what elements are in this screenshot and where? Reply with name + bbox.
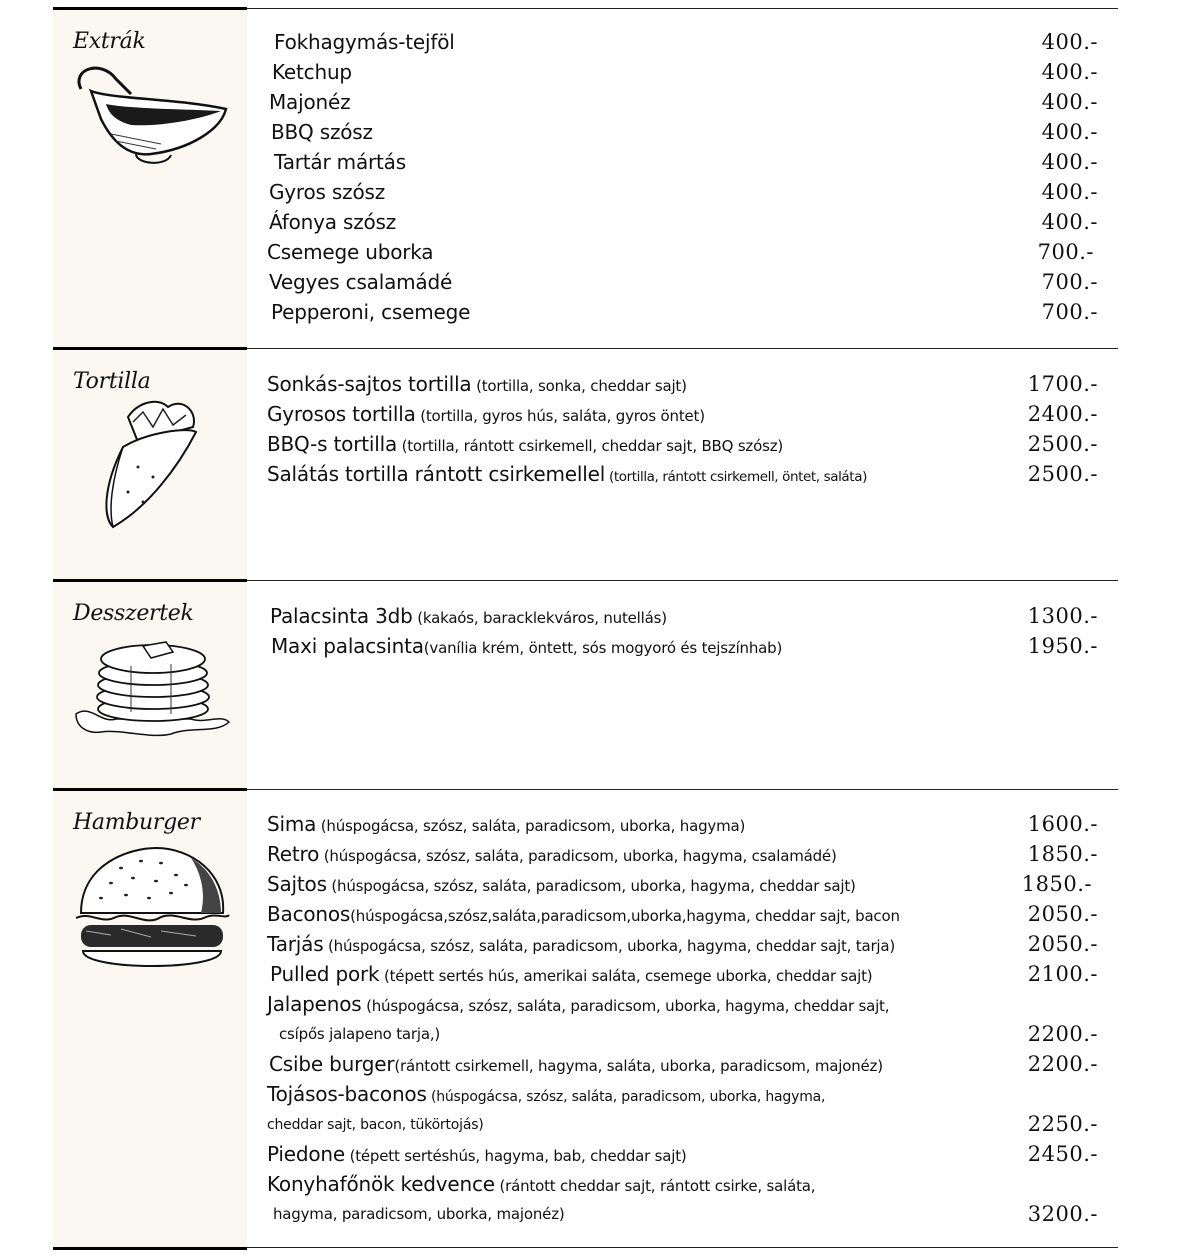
item-name: Fokhagymás-tejföl: [274, 30, 455, 54]
divider: [53, 1247, 247, 1250]
item-price: 2050.-: [1027, 902, 1098, 926]
item-name: Csibe burger: [269, 1052, 395, 1076]
item-description: (húspogácsa, szósz, saláta, paradicsom, uborka, hagyma): [316, 817, 746, 835]
menu-item: [267, 869, 1098, 899]
section-extrak: [53, 7, 1118, 347]
category-title: Hamburger: [73, 810, 200, 835]
item-description: hagyma, paradicsom, uborka, majonéz): [273, 1205, 565, 1223]
divider: [247, 1247, 1118, 1248]
item-price: 400.-: [1041, 30, 1098, 54]
menu-item-continuation: [267, 1199, 1098, 1229]
item-price: 1850.-: [1021, 872, 1092, 896]
category-title: Desszertek: [73, 601, 194, 626]
item-price: 400.-: [1041, 180, 1098, 204]
menu-item: [267, 631, 1098, 661]
menu-item: [267, 27, 1098, 57]
item-price: 2500.-: [1027, 432, 1098, 456]
item-description: (tépett sertéshús, hagyma, bab, cheddar sajt): [345, 1147, 687, 1165]
menu-item: [267, 459, 1098, 489]
menu-item: [267, 1079, 1098, 1109]
item-description: (rántott csirkemell, hagyma, saláta, uborka, paradicsom, majonéz): [394, 1057, 883, 1075]
menu-item-continuation: [267, 1109, 1098, 1139]
menu-item: [267, 147, 1098, 177]
item-name: Ketchup: [272, 60, 352, 84]
item-name: Sonkás-sajtos tortilla: [267, 372, 472, 396]
item-price: 700.-: [1041, 300, 1098, 324]
item-price: 400.-: [1041, 210, 1098, 234]
item-name: Tojásos-baconos: [267, 1082, 427, 1106]
item-list: [267, 27, 1098, 327]
pancake-stack-icon: [71, 634, 231, 748]
item-description: (húspogácsa,szósz,saláta,paradicsom,uborka,hagyma, cheddar sajt, bacon: [350, 907, 900, 925]
item-description: (tortilla, sonka, cheddar sajt): [471, 377, 687, 395]
menu-item: [267, 117, 1098, 147]
menu-item: [267, 839, 1098, 869]
item-list: [267, 809, 1098, 1229]
item-name: Tarjás: [267, 932, 324, 956]
item-price: 1950.-: [1027, 634, 1098, 658]
hamburger-icon: [71, 843, 231, 982]
divider: [247, 8, 1118, 9]
item-name: Palacsinta 3db: [270, 604, 413, 628]
item-description: (húspogácsa, szósz, saláta, paradicsom, uborka, hagyma,: [426, 1089, 826, 1105]
item-name: Áfonya szósz: [269, 210, 397, 234]
menu-item: [267, 57, 1098, 87]
item-price: 2050.-: [1027, 932, 1098, 956]
item-name: Pepperoni, csemege: [271, 300, 471, 324]
section-tortilla: [53, 347, 1118, 579]
divider: [53, 347, 247, 350]
menu-item: [267, 267, 1098, 297]
divider: [247, 348, 1118, 349]
sauce-boat-icon: [71, 59, 231, 173]
item-price: 2450.-: [1027, 1142, 1098, 1166]
item-name: Csemege uborka: [267, 240, 434, 264]
item-name: Baconos: [267, 902, 351, 926]
item-description: (tortilla, rántott csirkemell, öntet, saláta): [605, 469, 867, 485]
item-name: Retro: [267, 842, 320, 866]
item-description: (tortilla, gyros hús, saláta, gyros öntet): [415, 407, 705, 425]
menu-item: [267, 369, 1098, 399]
item-price: 1300.-: [1027, 604, 1098, 628]
divider: [247, 789, 1118, 790]
menu-item: [267, 1139, 1098, 1169]
item-price: 700.-: [1037, 240, 1094, 264]
divider: [53, 7, 247, 10]
menu-item: [267, 989, 1098, 1019]
item-description: cheddar sajt, bacon, tükörtojás): [267, 1117, 484, 1133]
menu-item: [267, 297, 1098, 327]
item-name: Majonéz: [269, 90, 351, 114]
item-list: [267, 369, 1098, 489]
item-description: (húspogácsa, szósz, saláta, paradicsom, uborka, hagyma, cheddar sajt): [326, 877, 856, 895]
item-price: 400.-: [1041, 150, 1098, 174]
divider: [53, 579, 247, 582]
divider: [53, 788, 247, 791]
item-name: Jalapenos: [267, 992, 362, 1016]
item-name: Salátás tortilla rántott csirkemellel: [267, 462, 606, 486]
menu-item: [267, 177, 1098, 207]
menu-item: [267, 429, 1098, 459]
category-title: Tortilla: [73, 369, 151, 394]
menu-item: [267, 207, 1098, 237]
item-description: (rántott cheddar sajt, rántott csirke, saláta,: [494, 1177, 816, 1195]
item-price: 400.-: [1041, 60, 1098, 84]
item-price: 1700.-: [1027, 372, 1098, 396]
item-name: Tartár mártás: [274, 150, 406, 174]
menu-item: [267, 929, 1098, 959]
item-description: (kakaós, baracklekváros, nutellás): [412, 609, 667, 627]
item-price: 2250.-: [1027, 1112, 1098, 1136]
item-description: (tépett sertés hús, amerikai saláta, csemege uborka, cheddar sajt): [379, 967, 873, 985]
item-price: 700.-: [1041, 270, 1098, 294]
menu-item: [267, 1169, 1098, 1199]
item-description: (vanília krém, öntett, sós mogyoró és tejszínhab): [423, 639, 783, 657]
item-name: BBQ-s tortilla: [267, 432, 398, 456]
item-description: (tortilla, rántott csirkemell, cheddar sajt, BBQ szósz): [397, 437, 784, 455]
section-hamburger: [53, 788, 1118, 1255]
menu-item-continuation: [267, 1019, 1098, 1049]
item-description: (húspogácsa, szósz, saláta, paradicsom, uborka, hagyma, cheddar sajt,: [361, 997, 890, 1015]
item-price: 2200.-: [1027, 1022, 1098, 1046]
item-name: Gyrosos tortilla: [267, 402, 416, 426]
item-name: Vegyes csalamádé: [269, 270, 453, 294]
menu-item: [267, 87, 1098, 117]
item-price: 2500.-: [1027, 462, 1098, 486]
item-name: Sima: [267, 812, 317, 836]
item-list: [267, 601, 1098, 661]
item-price: 1600.-: [1027, 812, 1098, 836]
item-price: 2400.-: [1027, 402, 1098, 426]
item-name: BBQ szósz: [271, 120, 373, 144]
menu-item: [267, 601, 1098, 631]
section-desszertek: [53, 579, 1118, 788]
item-name: Gyros szósz: [269, 180, 386, 204]
item-name: Maxi palacsinta: [271, 634, 424, 658]
divider: [247, 580, 1118, 581]
item-price: 400.-: [1041, 90, 1098, 114]
menu-item: [267, 809, 1098, 839]
item-name: Sajtos: [267, 872, 327, 896]
item-description: (húspogácsa, szósz, saláta, paradicsom, uborka, hagyma, cheddar sajt, tarja): [323, 937, 896, 955]
menu-item: [267, 899, 1098, 929]
item-description: csípős jalapeno tarja,): [279, 1025, 441, 1043]
item-price: 3200.-: [1027, 1202, 1098, 1226]
item-description: (húspogácsa, szósz, saláta, paradicsom, uborka, hagyma, csalamádé): [319, 847, 837, 865]
menu-item: [267, 1049, 1098, 1079]
menu-item: [267, 959, 1098, 989]
item-price: 1850.-: [1027, 842, 1098, 866]
item-name: Piedone: [267, 1142, 345, 1166]
item-price: 2100.-: [1027, 962, 1098, 986]
item-price: 2200.-: [1027, 1052, 1098, 1076]
menu-item: [267, 399, 1098, 429]
item-name: Konyhafőnök kedvence: [267, 1172, 495, 1196]
item-price: 400.-: [1041, 120, 1098, 144]
category-title: Extrák: [73, 29, 146, 54]
item-name: Pulled pork: [270, 962, 380, 986]
category-panel: [53, 7, 247, 347]
menu-item: [267, 237, 1098, 267]
tortilla-wrap-icon: [98, 397, 208, 536]
